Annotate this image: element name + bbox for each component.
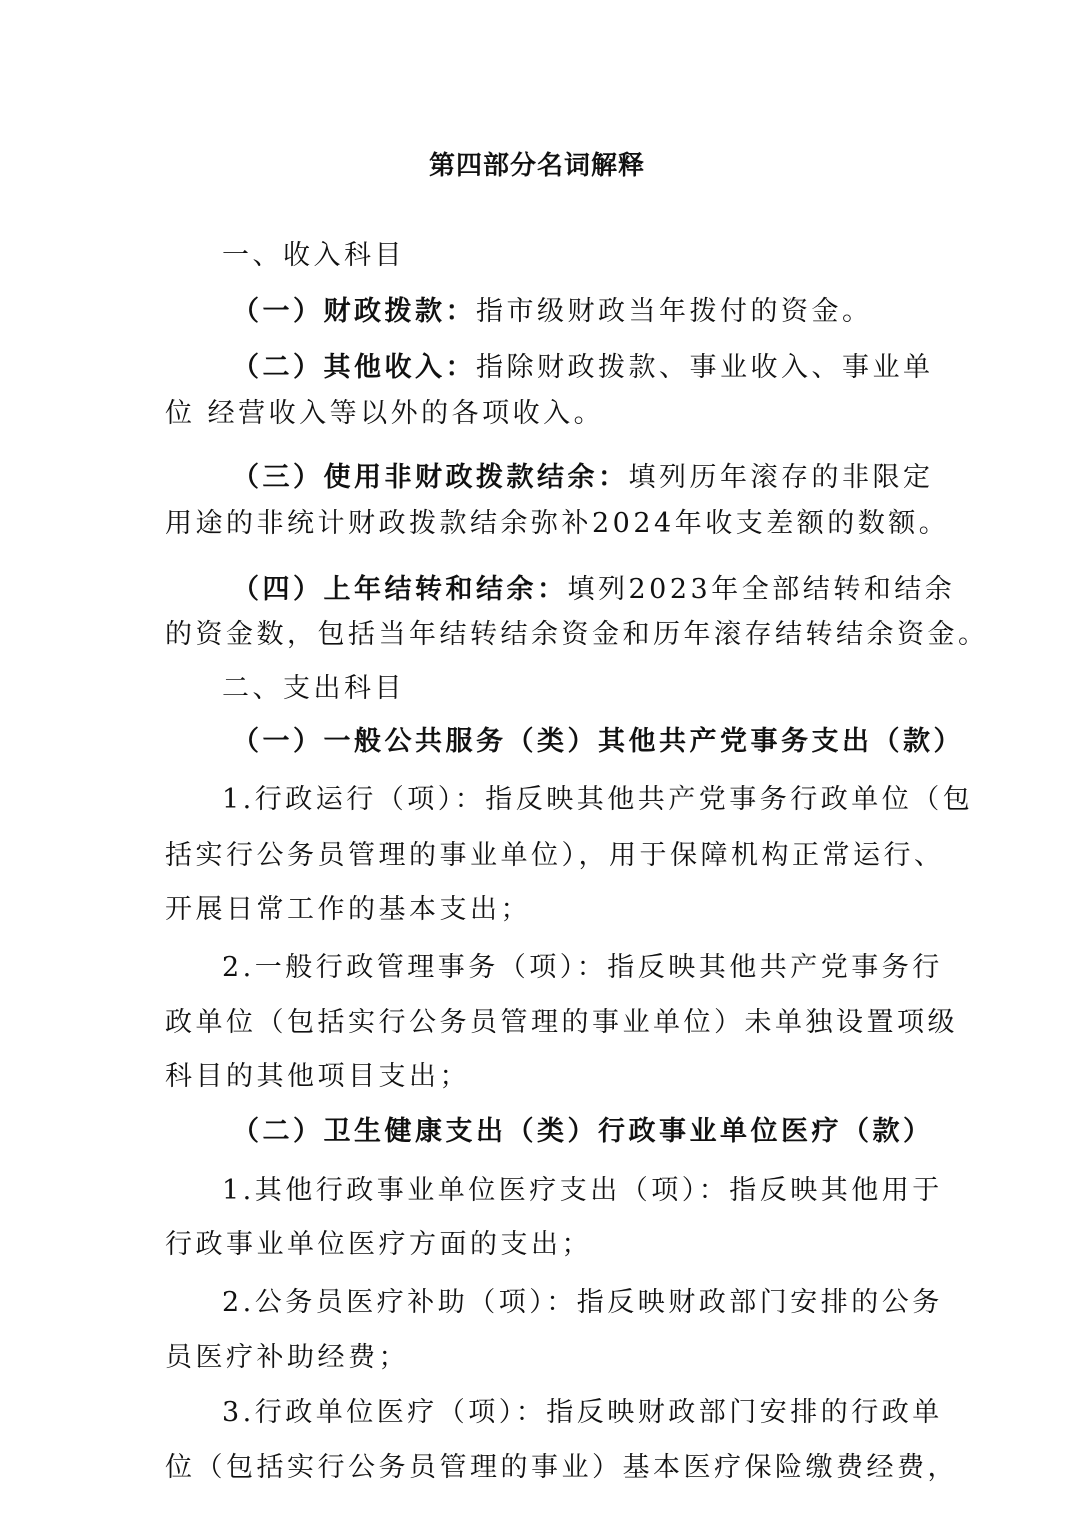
paragraph-general-admin-line2: 政单位（包括实行公务员管理的事业单位）未单独设置项级 [165, 1007, 958, 1038]
paragraph-nonfiscal-balance-line1 [232, 460, 934, 496]
paragraph-admin-operation-line1: 1.行政运行（项）：指反映其他共产党事务行政单位（包 [222, 784, 974, 815]
paragraph-general-admin-line3: 科目的其他项目支出； [165, 1061, 470, 1092]
paragraph-admin-medical-line2: 位（包括实行公务员管理的事业）基本医疗保险缴费经费， [165, 1452, 958, 1483]
subsection-heading-health: （二）卫生健康支出（类）行政事业单位医疗（款） [232, 1116, 934, 1147]
section-heading-income: 一、收入科目 [222, 240, 405, 271]
paragraph-other-medical-line2: 行政事业单位医疗方面的支出； [165, 1229, 592, 1260]
term-label: （二）其他收入： [232, 352, 476, 383]
paragraph-civil-servant-medical-line2: 员医疗补助经费； [165, 1342, 409, 1373]
subsection-heading-general-public-services: （一）一般公共服务（类）其他共产党事务支出（款） [232, 726, 964, 757]
term-label: （四）上年结转和结余： [232, 574, 568, 605]
paragraph-other-income-line1 [232, 350, 934, 386]
paragraph-admin-medical-line1: 3.行政单位医疗（项）：指反映财政部门安排的行政单 [222, 1397, 943, 1428]
term-text: 指除财政拨款、事业收入、事业单 [476, 352, 934, 383]
paragraph-other-medical-line1: 1.其他行政事业单位医疗支出（项）：指反映其他用于 [222, 1175, 943, 1206]
term-label: （三）使用非财政拨款结余： [232, 462, 629, 493]
paragraph-admin-operation-line2: 括实行公务员管理的事业单位），用于保障机构正常运行、 [165, 840, 945, 871]
paragraph-general-admin-line1: 2.一般行政管理事务（项）：指反映其他共产党事务行 [222, 952, 943, 983]
term-text: 指市级财政当年拨付的资金。 [476, 296, 873, 327]
term-label: （一）财政拨款： [232, 296, 476, 327]
paragraph-other-income-line2: 位 经营收入等以外的各项收入。 [165, 398, 605, 429]
page-title: 第四部分名词解释 [428, 151, 645, 181]
paragraph-fiscal-appropriation [232, 294, 873, 330]
term-text: 填列2023年全部结转和结余 [567, 574, 956, 605]
term-text: 填列历年滚存的非限定 [628, 462, 934, 493]
paragraph-nonfiscal-balance-line2: 用途的非统计财政拨款结余弥补2024年收支差额的数额。 [165, 508, 950, 539]
paragraph-admin-operation-line3: 开展日常工作的基本支出； [165, 894, 531, 925]
paragraph-civil-servant-medical-line1: 2.公务员医疗补助（项）：指反映财政部门安排的公务 [222, 1287, 943, 1318]
paragraph-prior-year-carryover-line1 [232, 572, 955, 608]
paragraph-prior-year-carryover-line2: 的资金数，包括当年结转结余资金和历年滚存结转结余资金。 [165, 619, 989, 650]
section-heading-expenditure: 二、支出科目 [222, 673, 405, 704]
